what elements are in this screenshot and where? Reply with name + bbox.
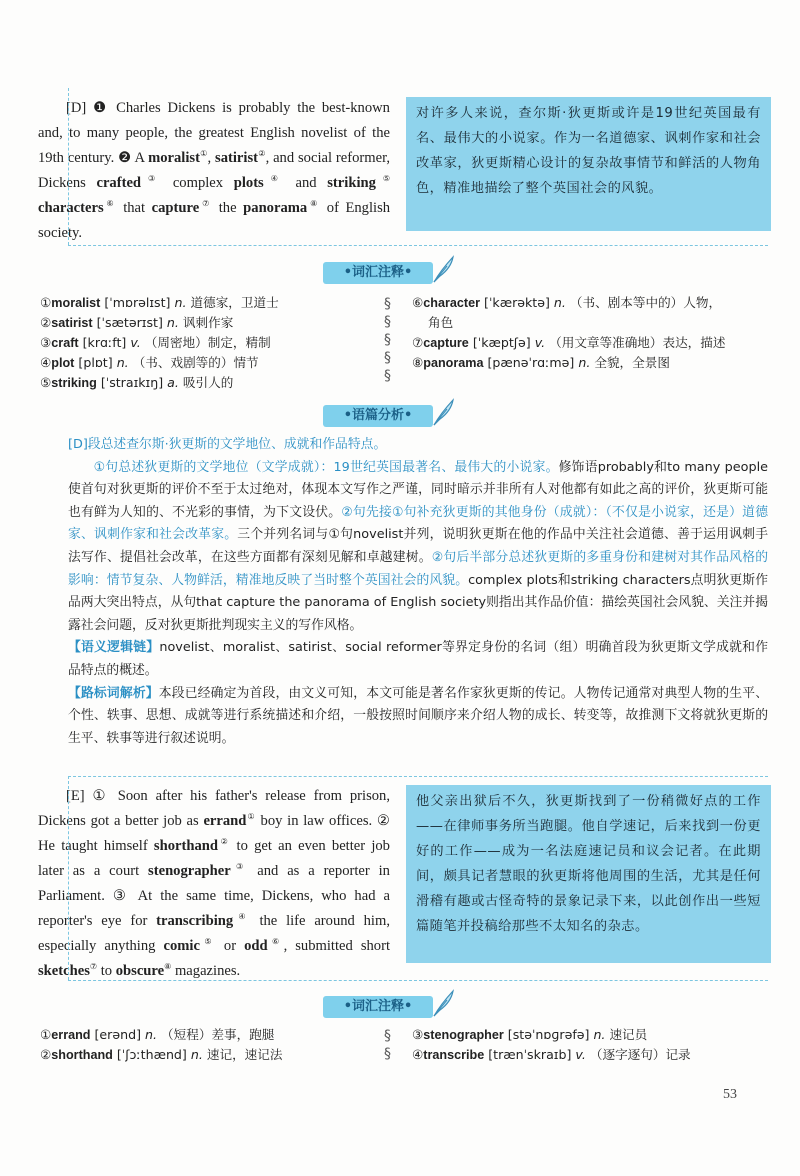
vocab-word: errand <box>203 813 247 829</box>
vocab-badge: •词汇注释• <box>323 262 433 284</box>
vocab-list-right <box>412 293 772 373</box>
vocab-word: panorama <box>243 200 308 216</box>
vocab-item: ⑧panorama [pænəˈrɑːmə] n. 全貌，全景图 <box>412 355 670 370</box>
section-label: [E] <box>66 788 85 804</box>
passage-e: [E] ① Soon after his father's release from prison, Dickens got a better job as errand① boy in law offices. ② He taught himself shorthand② to get an even better job later as a court stenographer③ and as a reporter in Parliament. ③ At the same time, Dickens, who had a reporter's eye for transcribing④ the life around him, especially anything comic⑤ or odd⑥, submitted short sketches⑦ to obscure⑧ magazines. <box>38 788 391 979</box>
analysis-heading: [D]段总述查尔斯·狄更斯的文学地位、成就和作品特点。 <box>68 437 387 452</box>
vocab-item: ②satirist [ˈsætərɪst] n. 讽刺作家 <box>40 315 234 330</box>
vocab-item: ③craft [krɑːft] v. （周密地）制定，精制 <box>40 335 271 350</box>
vocab-word: moralist <box>148 150 200 166</box>
vocab-word: plots <box>233 175 264 191</box>
vocab-word: capture <box>151 200 200 216</box>
sentence-marker: ❶ <box>93 100 110 116</box>
divider <box>68 245 768 246</box>
analysis-badge: •语篇分析• <box>323 405 433 427</box>
vocab-list-left <box>40 293 380 393</box>
translation-d: 对许多人来说，查尔斯·狄更斯或许是19世纪英国最有名、最伟大的小说家。作为一名道德家、讽刺作家和社会改革家，狄更斯精心设计的复杂故事情节和鲜活的人物角色，精准地描绘了整个英国社会的风貌。 <box>406 97 771 231</box>
divider <box>68 776 768 777</box>
sentence-1: Charles Dickens is probably the best-known and, to many people, the greatest English novelist of the 19th century. <box>38 100 390 166</box>
vocab-word: shorthand <box>153 838 218 854</box>
vocab-word: characters <box>38 200 104 216</box>
divider <box>68 776 69 980</box>
vocab-list-right <box>412 1025 772 1065</box>
vocab-item: 角色 <box>428 315 454 330</box>
vocab-item: ②shorthand [ˈʃɔːthænd] n. 速记，速记法 <box>40 1047 283 1062</box>
vocab-item: ①moralist [ˈmɒrəlɪst] n. 道德家，卫道士 <box>40 295 279 310</box>
vocab-item: ⑤striking [ˈstraɪkɪŋ] a. 吸引人的 <box>40 375 234 390</box>
column-divider: § § <box>384 1028 391 1062</box>
divider <box>68 980 768 981</box>
section-label: [D] <box>66 100 87 116</box>
translation-e: 他父亲出狱后不久，狄更斯找到了一份稍微好点的工作——在律师事务所当跑腿。他自学速记，后来找到一份更好的工作——成为一名法庭速记员和议会记者。在此期间，颇具记者慧眼的狄更斯将他周围的生活，尤其是任何滑稽有趣或古怪奇特的景象记录下来，以此创作出一些短篇随笔并投稿给那些不太知名的杂志。 <box>406 785 771 963</box>
analysis-block <box>68 434 768 750</box>
vocab-item: ③stenographer [stəˈnɒɡrəfə] n. 速记员 <box>412 1027 648 1042</box>
analysis-paragraph: ①句总述狄更斯的文学地位（文学成就）：19世纪英国最著名、最伟大的小说家。修饰语probably和to many people使首句对狄更斯的评价不至于太过绝对，体现本文写作之严谨，同时暗示并非所有人对他都有如此之高的评价，狄更斯可能也有鲜为人知的、不光彩的事情，为下文设伏。②句先接①句补充狄更斯的其他身份（成就）：（不仅是小说家，还是）道德家、讽刺作家和社会改革家。三个并列名词与①句novelist并列，说明狄更斯在他的作品中关注社会道德、善于运用讽刺手法写作、提倡社会改革，在这些方面都有深刻见解和卓越建树。②句后半部分总述狄更斯的多重身份和建树对其作品风格的影响：情节复杂、人物鲜活，精准地反映了当时整个英国社会的风貌。complex plots和striking characters点明狄更斯作品两大突出特点，从句that capture the panorama of English society则指出其作品价值：描绘英国社会风貌、关注并揭露社会问题，反对狄更斯批判现实主义的写作风格。 <box>68 459 768 633</box>
passage-d: [D] ❶ Charles Dickens is probably the best-known and, to many people, the greatest English novelist of the 19th century. ❷ A moralist①, satirist②, and social reformer, Dickens crafted③ complex plots④ and striking⑤ characters⑥ that capture⑦ the panorama⑧ of English society. <box>38 100 391 241</box>
analysis-paragraph: 【语义逻辑链】novelist、moralist、satirist、social reformer等界定身份的名词（组）明确首段为狄更斯文学成就和作品特点的概述。 <box>68 640 769 678</box>
vocab-word: crafted <box>96 175 142 191</box>
analysis-paragraph: 【路标词解析】本段已经确定为首段，由文义可知，本文可能是著名作家狄更斯的传记。人物传记通常对典型人物的生平、个性、轶事、思想、成就等进行系统描述和介绍，一般按照时间顺序来介绍人物的成长、转变等，故推测下文将就狄更斯的生平、轶事等进行叙述说明。 <box>68 685 769 746</box>
vocab-word: transcribing <box>156 913 234 929</box>
vocab-item: ⑦capture [ˈkæptʃə] v. （用文章等准确地）表达，描述 <box>412 335 726 350</box>
vocab-word: sketches <box>38 963 90 979</box>
sentence-marker: ❷ <box>118 150 132 166</box>
feather-pen-icon <box>431 254 457 284</box>
page-number: 53 <box>723 1087 737 1102</box>
vocab-item: ⑥character [ˈkærəktə] n. （书、剧本等中的）人物， <box>412 295 722 310</box>
vocab-item: ①errand [erənd] n. （短程）差事，跑腿 <box>40 1027 275 1042</box>
vocab-item: ④transcribe [trænˈskraɪb] v. （逐字逐句）记录 <box>412 1047 691 1062</box>
column-divider: § § § § § <box>384 296 391 384</box>
vocab-list-left <box>40 1025 380 1065</box>
vocab-item: ④plot [plɒt] n. （书、戏剧等的）情节 <box>40 355 259 370</box>
vocab-word: striking <box>327 175 376 191</box>
divider <box>68 88 69 245</box>
vocab-word: obscure <box>115 963 165 979</box>
vocab-word: odd <box>244 938 268 954</box>
vocab-badge: •词汇注释• <box>323 996 433 1018</box>
vocab-word: comic <box>163 938 200 954</box>
vocab-word: stenographer <box>148 863 231 879</box>
feather-pen-icon <box>431 988 457 1018</box>
feather-pen-icon <box>431 397 457 427</box>
vocab-word: satirist <box>215 150 258 166</box>
